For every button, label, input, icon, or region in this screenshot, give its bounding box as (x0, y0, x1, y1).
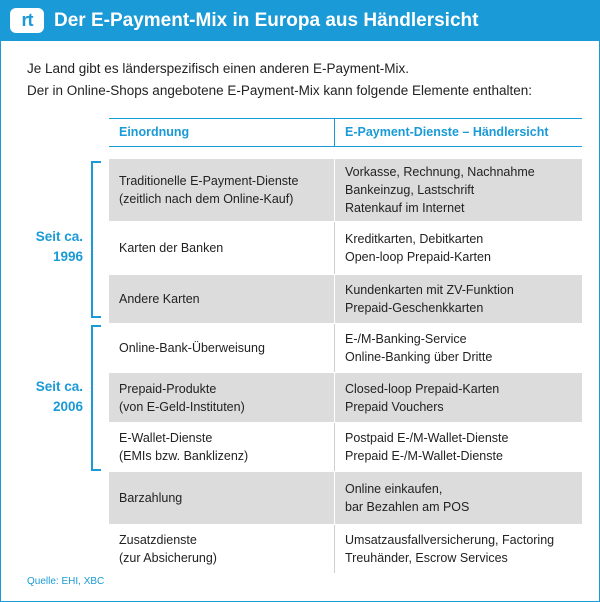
page-title: Der E-Payment-Mix in Europa aus Händlersicht (54, 10, 479, 31)
category-text: (zeitlich nach dem Online-Kauf) (119, 192, 294, 206)
category-cell (119, 159, 329, 221)
service-text: Vorkasse, Rechnung, Nachnahme (345, 165, 535, 179)
header-bottom-rule (109, 146, 582, 147)
column-divider (334, 373, 335, 422)
service-text: Closed-loop Prepaid-Karten (345, 381, 500, 396)
table-row (109, 324, 582, 372)
services-cell (345, 159, 577, 221)
services-cell (345, 275, 577, 323)
table-row (109, 275, 582, 323)
service-text: Postpaid E-/M-Wallet-Dienste (345, 431, 509, 445)
service-text: Prepaid Vouchers (345, 399, 444, 414)
service-text: Umsatzausfallversicherung, Factoring (345, 533, 555, 547)
category-cell (119, 472, 329, 524)
source-note: Quelle: EHI, XBC (27, 576, 105, 587)
services-cell (345, 525, 577, 573)
service-text: Treuhänder, Escrow Services (345, 551, 508, 565)
category-text: Barzahlung (119, 491, 183, 505)
column-header-services: E-Payment-Dienste – Händlersicht (345, 125, 549, 139)
services-cell (345, 324, 577, 372)
services-cell (345, 472, 577, 524)
service-text: Kundenkarten mit ZV-Funktion (345, 283, 514, 297)
service-text: Open-loop Prepaid-Karten (345, 250, 491, 264)
column-divider (334, 423, 335, 471)
table-row (109, 159, 582, 221)
category-text: Zusatzdienste (119, 533, 197, 547)
category-text: Prepaid-Produkte (119, 381, 217, 396)
rt-logo: rt (10, 8, 44, 33)
category-text: (zur Absicherung) (119, 551, 217, 565)
period-label-year: 1996 (52, 249, 83, 264)
category-text: Karten der Banken (119, 241, 224, 255)
services-cell (345, 222, 577, 274)
column-divider (334, 275, 335, 323)
period-label-year: 2006 (52, 399, 83, 414)
period-label-2006 (1, 377, 83, 417)
period-label-1996 (1, 227, 83, 267)
category-cell (119, 373, 329, 422)
bracket-top-tick (91, 161, 101, 163)
service-text: bar Bezahlen am POS (345, 500, 470, 514)
column-divider (334, 324, 335, 372)
services-cell (345, 423, 577, 471)
bracket-bottom-tick (91, 469, 101, 471)
bracket-top-tick (91, 325, 101, 327)
period-label-text: Seit ca. (35, 379, 83, 394)
column-divider (334, 222, 335, 274)
period-bracket-2006 (91, 325, 93, 471)
intro-line-2: Der in Online-Shops angebotene E-Payment-Mix kann folgende Elemente enthalten: (27, 83, 533, 98)
column-divider (334, 472, 335, 524)
table-row (109, 373, 582, 422)
column-divider (334, 159, 335, 221)
category-cell (119, 275, 329, 323)
services-cell (345, 373, 577, 422)
period-label-text: Seit ca. (35, 229, 83, 244)
column-header-category: Einordnung (119, 125, 190, 139)
service-text: Bankeinzug, Lastschrift (345, 183, 475, 197)
category-text: Online-Bank-Überweisung (119, 341, 265, 355)
service-text: Online-Banking über Dritte (345, 350, 493, 364)
category-cell (119, 222, 329, 274)
category-text: (EMIs bzw. Banklizenz) (119, 449, 249, 463)
category-text: (von E-Geld-Instituten) (119, 399, 245, 414)
period-bracket-1996 (91, 161, 93, 318)
service-text: E-/M-Banking-Service (345, 332, 467, 346)
table-row (109, 472, 582, 524)
table-row (109, 423, 582, 471)
category-text: Traditionelle E-Payment-Dienste (119, 174, 299, 188)
category-cell (119, 525, 329, 573)
service-text: Prepaid E-/M-Wallet-Dienste (345, 449, 503, 463)
category-cell (119, 423, 329, 471)
service-text: Kreditkarten, Debitkarten (345, 232, 484, 246)
category-text: E-Wallet-Dienste (119, 431, 213, 445)
bracket-bottom-tick (91, 316, 101, 318)
service-text: Prepaid-Geschenkkarten (345, 301, 484, 315)
table-row (109, 222, 582, 274)
title-bar (1, 1, 600, 41)
category-cell (119, 324, 329, 372)
column-divider (334, 525, 335, 573)
header-column-divider (334, 119, 335, 146)
service-text: Ratenkauf im Internet (345, 201, 465, 215)
intro-line-1: Je Land gibt es länderspezifisch einen anderen E-Payment-Mix. (27, 61, 409, 76)
category-text: Andere Karten (119, 292, 200, 306)
table-row (109, 525, 582, 573)
service-text: Online einkaufen, (345, 482, 443, 496)
